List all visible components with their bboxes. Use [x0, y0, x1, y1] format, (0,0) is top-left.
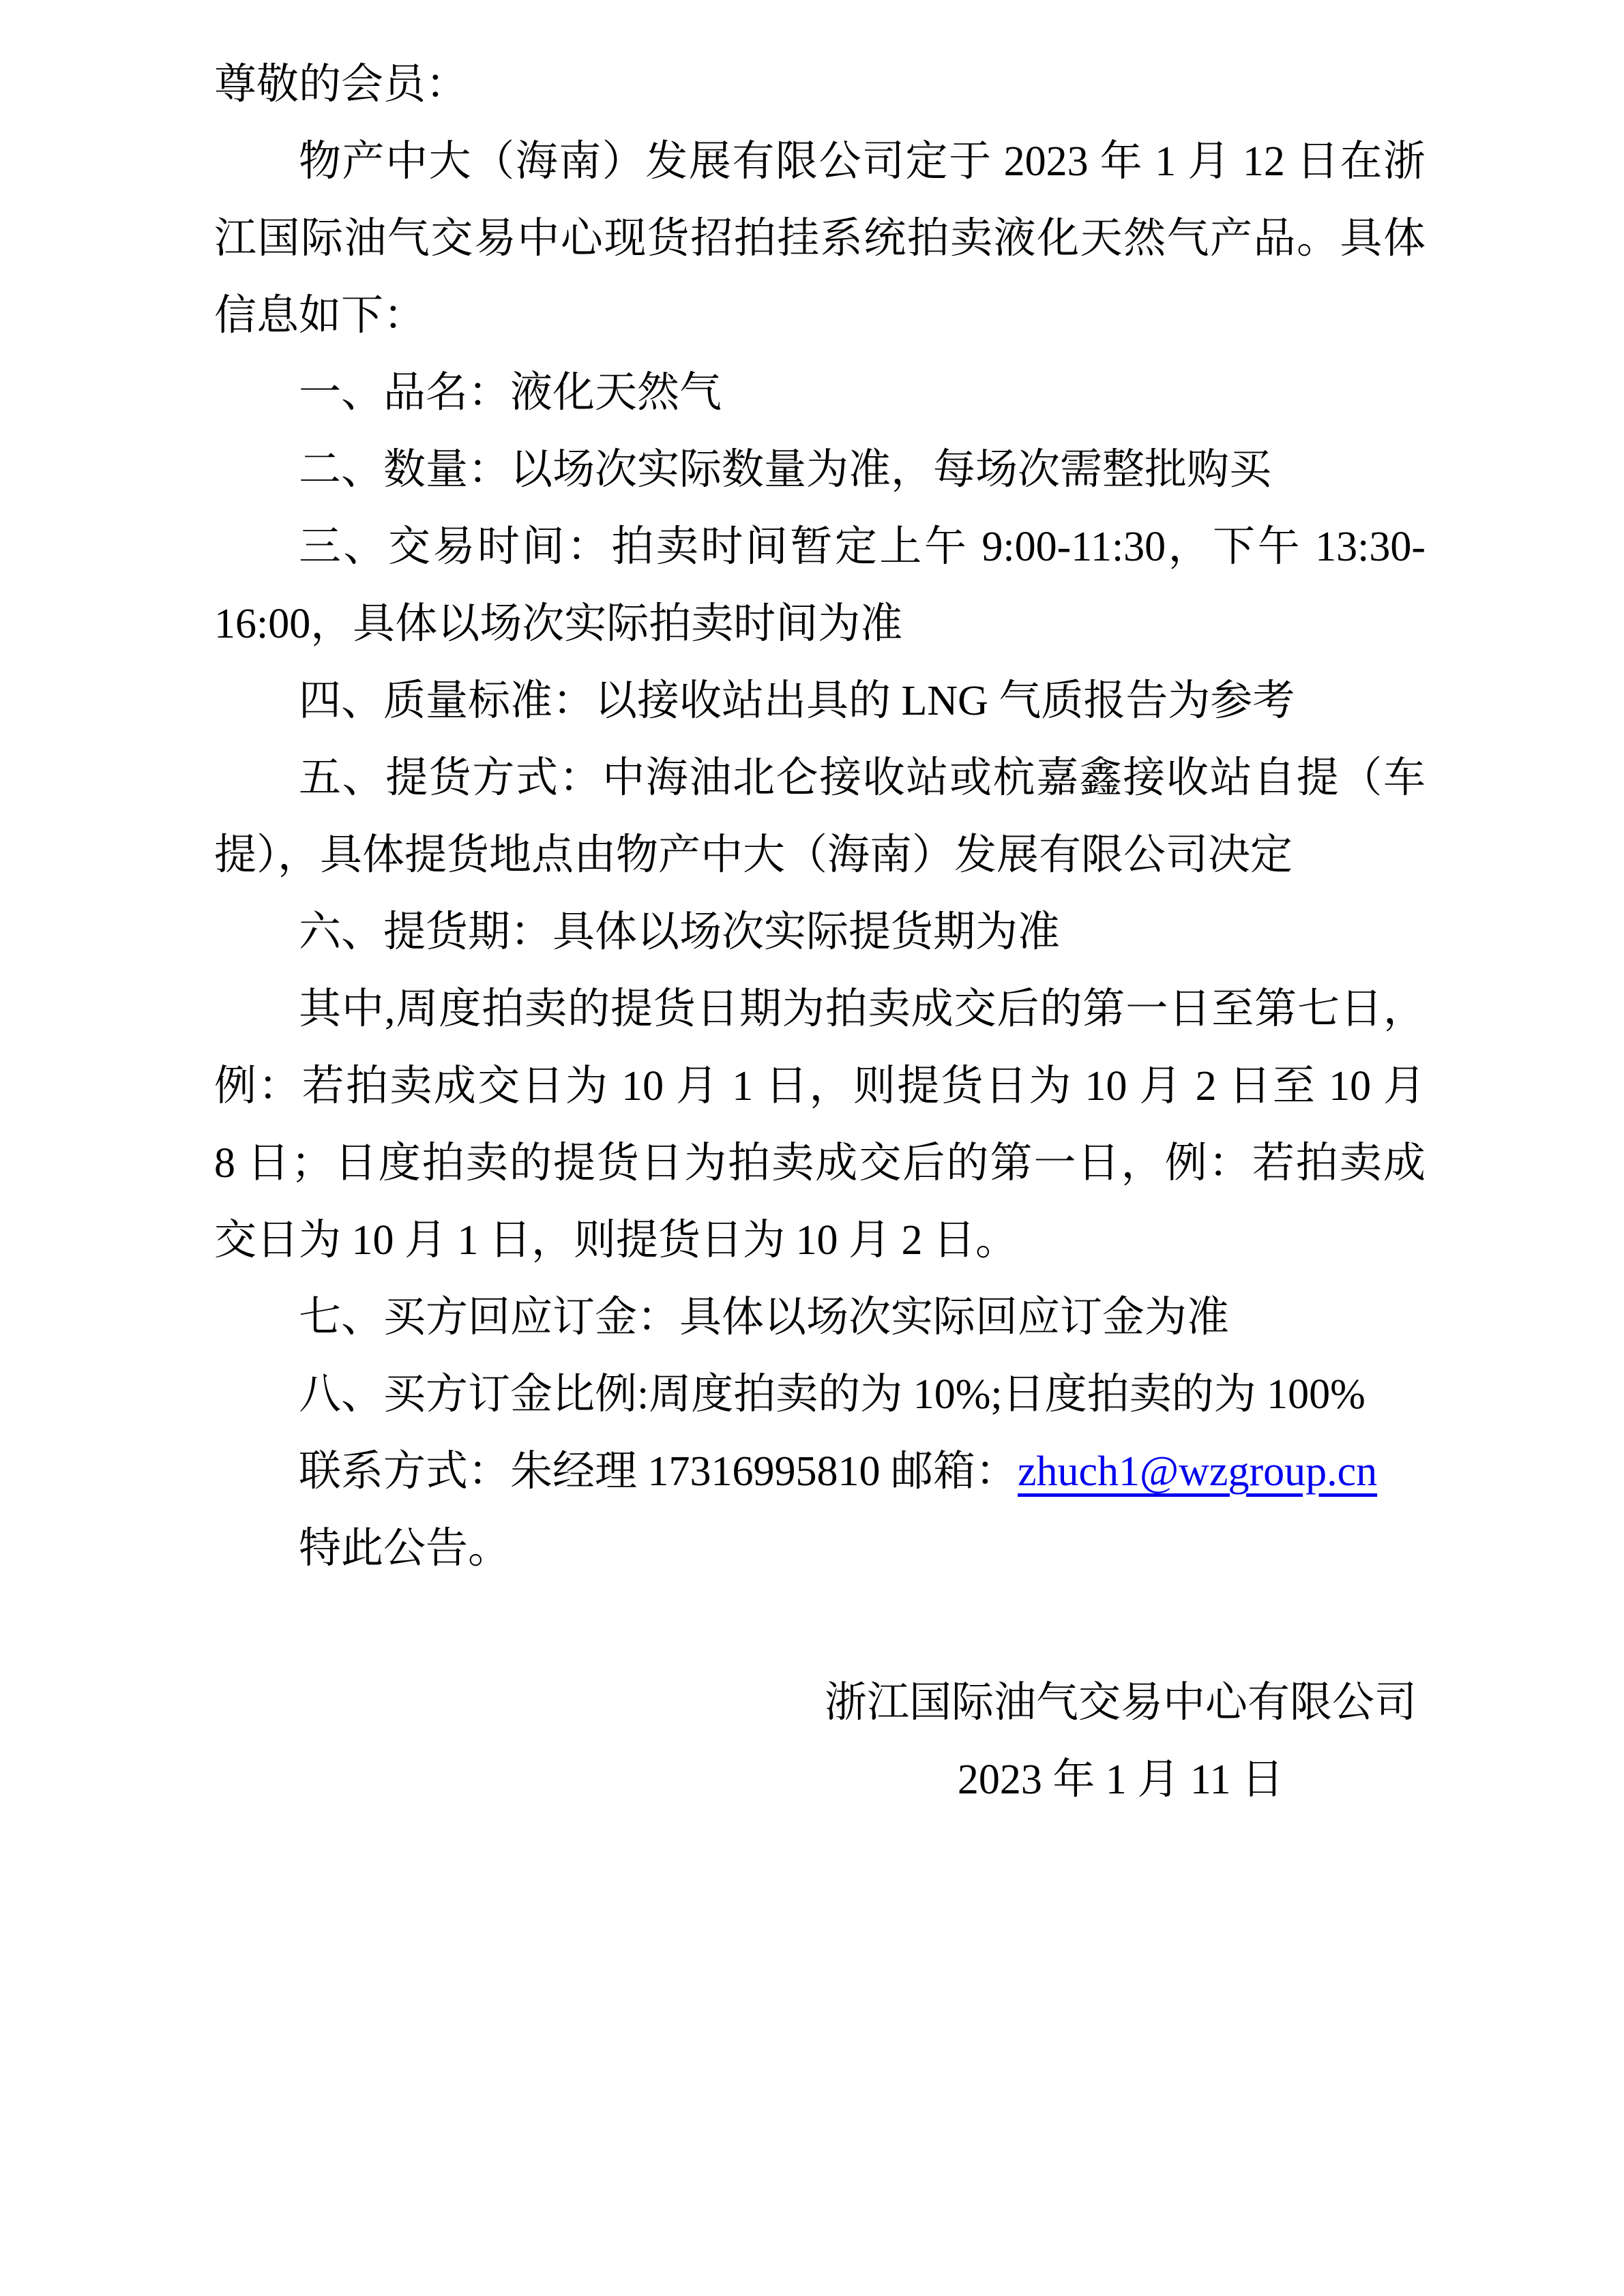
- text-segment: 2023 年 1 月 11 日: [957, 1757, 1284, 1803]
- closing-line: [214, 1510, 1426, 1587]
- contact-line: [214, 1433, 1426, 1510]
- list-item-5-pickup-line-2: [214, 817, 1426, 894]
- text-segment: 联系方式：朱经理 17316995810 邮箱：: [299, 1448, 1018, 1495]
- text-segment: 七、买方回应订金：具体以场次实际回应订金为准: [299, 1294, 1230, 1341]
- text-segment: 四、质量标准：以接收站出具的 LNG 气质报告为参考: [299, 678, 1295, 724]
- list-item-3-time-line-2: [214, 586, 1426, 663]
- text-segment: 一、品名：液化天然气: [299, 370, 722, 416]
- list-item-2-quantity: [214, 432, 1426, 509]
- list-item-1-product: [214, 355, 1426, 432]
- list-item-5-pickup-line-1: [214, 740, 1426, 817]
- list-item-4-quality: [214, 663, 1426, 740]
- signature-company-line: [515, 1665, 1624, 1742]
- intro-line-1: [214, 123, 1426, 200]
- text-segment: 八、买方订金比例:周度拍卖的为 10%;日度拍卖的为 100%: [299, 1371, 1365, 1418]
- spacer-line: [214, 1587, 1426, 1665]
- text-segment: 8 日；日度拍卖的提货日为拍卖成交后的第一日，例：若拍卖成: [214, 1140, 1426, 1187]
- list-item-3-time-line-1: [214, 509, 1426, 586]
- period-detail-line-3: [214, 1125, 1426, 1202]
- text-segment: 信息如下：: [214, 293, 426, 339]
- text-segment: 六、提货期：具体以场次实际提货期为准: [299, 909, 1061, 955]
- text-segment: 提），具体提货地点由物产中大（海南）发展有限公司决定: [214, 832, 1293, 878]
- list-item-6-period: [214, 894, 1426, 971]
- text-segment: 浙江国际油气交易中心有限公司: [824, 1680, 1417, 1726]
- text-segment: 物产中大（海南）发展有限公司定于 2023 年 1 月 12 日在浙: [299, 138, 1426, 185]
- text-segment: 五、提货方式：中海油北仑接收站或杭嘉鑫接收站自提（车: [299, 755, 1426, 801]
- text-segment: 16:00，具体以场次实际拍卖时间为准: [214, 601, 903, 647]
- text-segment: 二、数量：以场次实际数量为准，每场次需整批购买: [299, 447, 1272, 493]
- period-detail-line-1: [214, 971, 1426, 1048]
- intro-line-3: [214, 278, 1426, 355]
- intro-line-2: [214, 200, 1426, 278]
- salutation-line: [214, 46, 1426, 123]
- text-segment: 交日为 10 月 1 日，则提货日为 10 月 2 日。: [214, 1217, 1018, 1264]
- text-segment: 尊敬的会员：: [214, 61, 469, 108]
- text-segment: 其中,周度拍卖的提货日期为拍卖成交后的第一日至第七日，: [299, 986, 1426, 1032]
- period-detail-line-2: [214, 1048, 1426, 1125]
- list-item-8-ratio: [214, 1356, 1426, 1433]
- document-body: [214, 46, 1426, 1819]
- list-item-7-deposit: [214, 1279, 1426, 1356]
- email-link[interactable]: zhuch1@wzgroup.cn: [1018, 1448, 1378, 1495]
- text-segment: 特此公告。: [299, 1525, 511, 1572]
- text-segment: 例：若拍卖成交日为 10 月 1 日，则提货日为 10 月 2 日至 10 月: [214, 1063, 1426, 1109]
- signature-date-line: [515, 1742, 1624, 1819]
- period-detail-line-4: [214, 1202, 1426, 1279]
- text-segment: 江国际油气交易中心现货招拍挂系统拍卖液化天然气产品。具体: [214, 215, 1426, 262]
- text-segment: 三、交易时间：拍卖时间暂定上午 9:00-11:30，下午 13:30-: [299, 524, 1426, 570]
